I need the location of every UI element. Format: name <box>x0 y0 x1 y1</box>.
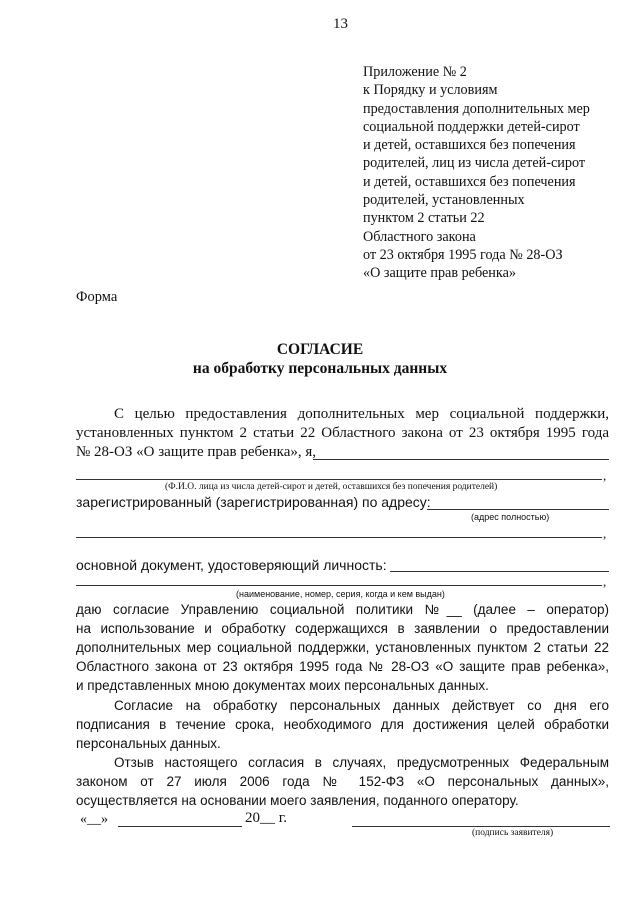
id-document-hint: (наименование, номер, серия, когда и кем выдан) <box>236 589 445 599</box>
revocation-line: законом от 27 июля 2006 года № 152-ФЗ «О персональных данных», <box>76 774 609 789</box>
address-label: зарегистрированный (зарегистрированная) по адресу: <box>76 494 431 510</box>
validity-line: персональных данных. <box>76 736 221 751</box>
appendix-line: предоставления дополнительных мер <box>363 100 590 117</box>
consent-line: на использование и обработку содержащихся в заявлении о предоставлении <box>76 621 609 636</box>
appendix-line: Областного закона <box>363 228 476 245</box>
appendix-header <box>363 63 590 283</box>
appendix-line: и детей, оставшихся без попечения <box>363 137 576 154</box>
consent-line: дополнительных мер социальной поддержки, установленных пунктом 2 статьи 22 <box>76 640 609 655</box>
validity-paragraph <box>76 696 609 753</box>
id-document-field[interactable] <box>390 571 609 572</box>
comma: , <box>603 574 607 589</box>
consent-line: и представленных мною документах моих персональных данных. <box>76 678 489 693</box>
form-label: Форма <box>76 289 118 305</box>
document-title <box>0 340 640 378</box>
intro-line-last: № 28-ОЗ «О защите прав ребенка», я, <box>76 444 317 460</box>
date-month-field[interactable] <box>118 826 242 827</box>
comma: , <box>603 526 607 541</box>
validity-line: подписания в течение срока, необходимого для достижения целей обработки <box>76 717 609 732</box>
fio-hint: (Ф.И.О. лица из числа детей-сирот и детей, оставшихся без попечения родителей) <box>165 482 498 492</box>
consent-line: даю согласие Управлению социальной политики №__ (далее – оператор) <box>76 602 609 617</box>
appendix-line: пунктом 2 статьи 22 <box>363 210 485 227</box>
address-field-continued[interactable] <box>76 537 602 538</box>
fio-field[interactable] <box>313 459 609 460</box>
fio-field-continued[interactable] <box>76 479 602 480</box>
date-day-field[interactable]: «__» <box>80 812 108 827</box>
appendix-line: социальной поддержки детей-сирот <box>363 118 580 135</box>
validity-line: Согласие на обработку персональных данных действует со дня его <box>114 698 609 713</box>
title-main: СОГЛАСИЕ <box>276 341 364 358</box>
date-year-field[interactable]: 20__ г. <box>245 810 287 826</box>
page-number: 13 <box>333 16 348 32</box>
appendix-line: и детей, оставшихся без попечения <box>363 173 576 190</box>
intro-paragraph <box>76 405 609 443</box>
intro-line: С целью предоставления дополнительных мер социальной поддержки, <box>114 406 609 422</box>
signature-field[interactable] <box>352 826 610 827</box>
comma: , <box>603 468 607 483</box>
revocation-paragraph <box>76 753 609 810</box>
appendix-line: родителей, лиц из числа детей-сирот <box>363 155 586 172</box>
appendix-line: от 23 октября 1995 года № 28-ОЗ <box>363 246 563 263</box>
intro-line: установленных пунктом 2 статьи 22 Областного закона от 23 октября 1995 года <box>76 425 609 441</box>
appendix-line: «О защите прав ребенка» <box>363 265 516 282</box>
consent-paragraph <box>76 600 609 695</box>
address-hint: (адрес полностью) <box>471 512 550 522</box>
revocation-line: осуществляется на основании моего заявления, поданного оператору. <box>76 793 519 808</box>
appendix-line: Приложение № 2 <box>363 64 467 80</box>
id-document-label: основной документ, удостоверяющий личность: <box>76 557 387 573</box>
consent-line: Областного закона от 23 октября 1995 года № 28-ОЗ «О защите прав ребенка», <box>76 659 609 674</box>
appendix-line: к Порядку и условиям <box>363 82 498 99</box>
address-field[interactable] <box>427 509 609 510</box>
appendix-line: родителей, установленных <box>363 192 525 209</box>
signature-hint: (подпись заявителя) <box>472 828 554 838</box>
revocation-line: Отзыв настоящего согласия в случаях, предусмотренных Федеральным <box>114 755 609 770</box>
id-document-field-continued[interactable] <box>76 585 602 586</box>
title-sub: на обработку персональных данных <box>192 360 448 377</box>
